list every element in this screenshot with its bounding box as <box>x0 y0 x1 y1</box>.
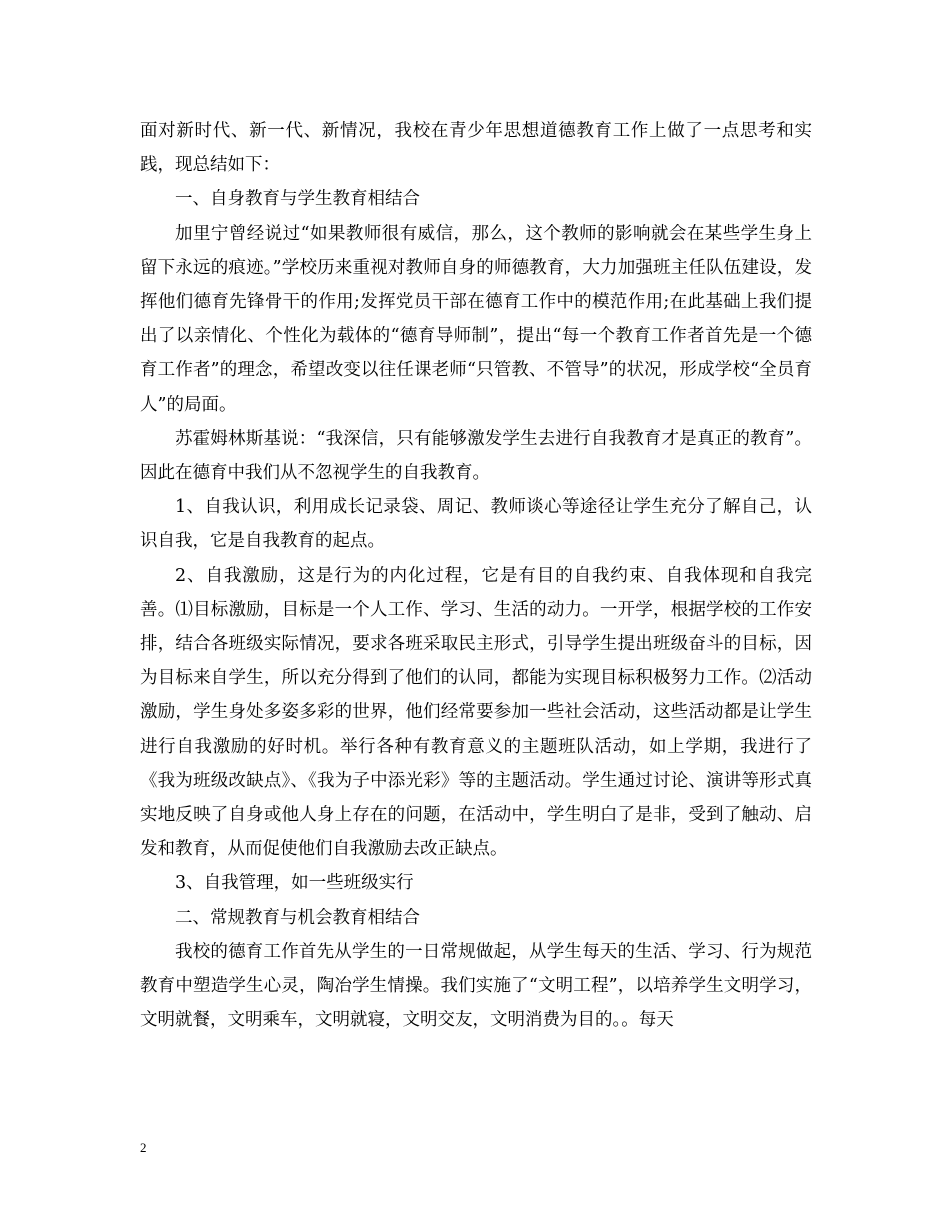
section-heading-1: 一、自身教育与学生教育相结合 <box>175 189 420 210</box>
page-number: 2 <box>140 1140 147 1155</box>
paragraph-self-management: 3、自我管理，如一些班级实行 <box>175 873 414 894</box>
paragraph-sukhomlinsky-quote: 苏霍姆林斯基说：“我深信，只有能够激发学生去进行自我教育才是真正的教育”。因此在德育中我们从不忽视学生的自我教育。 <box>140 428 812 484</box>
paragraph-kalinin-quote: 加里宁曾经说过“如果教师很有威信，那么，这个教师的影响就会在某些学生身上留下永远的痕迹。”学校历来重视对教师自身的师德教育，大力加强班主任队伍建设，发挥他们德育先锋骨干的作用;发挥党员干部在德育工作中的模范作用;在此基础上我们提出了以亲情化、个性化为载体的“德育导师制”，提出“每一个教育工作者首先是一个德育工作者”的理念，希望改变以往任课老师“只管教、不管导”的状况，形成学校“全员育人”的局面。 <box>140 223 812 415</box>
document-body <box>140 114 812 1037</box>
paragraph-self-awareness: 1、自我认识，利用成长记录袋、周记、教师谈心等途径让学生充分了解自己，认识自我，它是自我教育的起点。 <box>140 497 812 552</box>
paragraph-routine-education: 我校的德育工作首先从学生的一日常规做起，从学生每天的生活、学习、行为规范教育中塑造学生心灵，陶冶学生情操。我们实施了“文明工程”，以培养学生文明学习，文明就餐，文明乘车，文明就寝，文明交友，文明消费为目的。。每天 <box>140 941 812 1031</box>
section-heading-2: 二、常规教育与机会教育相结合 <box>175 907 420 928</box>
paragraph-self-motivation: 2、自我激励，这是行为的内化过程，它是有目的自我约束、自我体现和自我完善。⑴目标激励，目标是一个人工作、学习、生活的动力。一开学，根据学校的工作安排，结合各班级实际情况，要求各班采取民主形式，引导学生提出班级奋斗的目标，因为目标来自学生，所以充分得到了他们的认同，都能为实现目标积极努力工作。⑵活动激励，学生身处多姿多彩的世界，他们经常要参加一些社会活动，这些活动都是让学生进行自我激励的好时机。举行各种有教育意义的主题班队活动，如上学期，我进行了《我为班级改缺点》、《我为子中添光彩》等的主题活动。学生通过讨论、演讲等形式真实地反映了自身或他人身上存在的问题，在活动中，学生明白了是非，受到了触动、启发和教育，从而促使他们自我激励去改正缺点。 <box>140 565 812 860</box>
paragraph-intro: 面对新时代、新一代、新情况，我校在青少年思想道德教育工作上做了一点思考和实践，现总结如下： <box>140 121 812 176</box>
